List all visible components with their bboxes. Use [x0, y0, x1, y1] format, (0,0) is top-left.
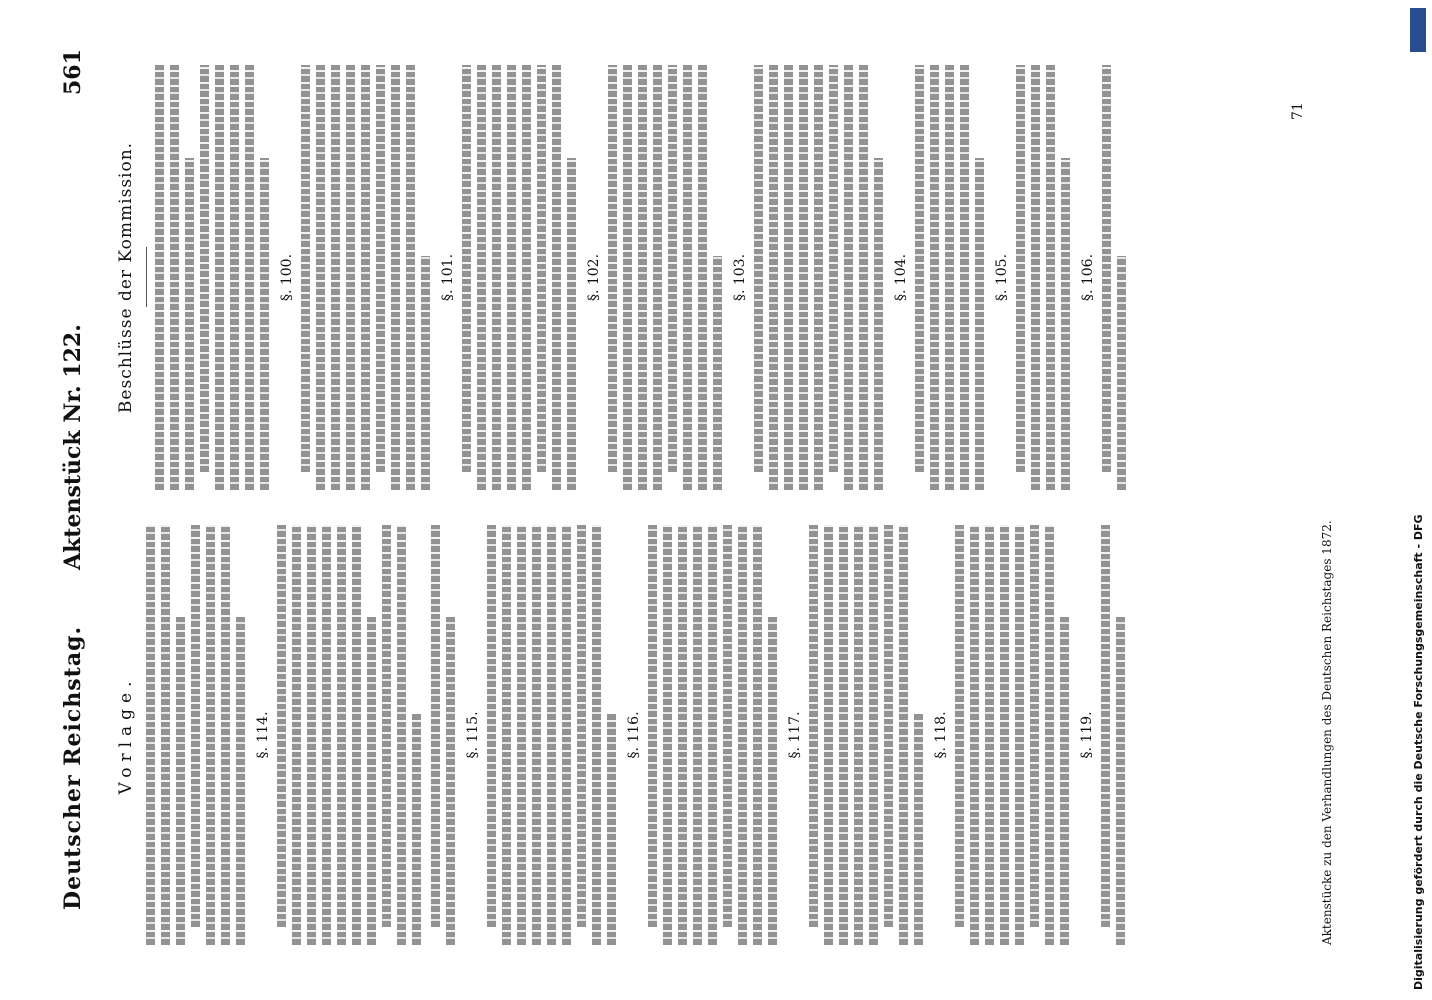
left-section-heading: §. 116. [626, 711, 642, 759]
left-section-heading: §. 114. [255, 711, 271, 759]
left-column [110, 525, 1131, 945]
right-section-heading: §. 104. [893, 253, 909, 302]
page-header [60, 0, 100, 1000]
right-section-heading: §. 102. [586, 253, 602, 302]
page-footer: Aktenstücke zu den Verhandlungen des Deutschen Reichstages 1872. [1320, 520, 1334, 945]
right-column [110, 65, 1132, 490]
left-column-title: Vorlage. [116, 675, 136, 795]
dfg-logo-icon [1410, 8, 1426, 52]
right-column-title: Beschlüsse der Kommission. [116, 141, 136, 414]
left-body-text [146, 525, 245, 945]
right-section-heading: §. 103. [732, 253, 748, 302]
right-section-heading: §. 100. [279, 253, 295, 302]
sheet-number: 71 [1290, 102, 1306, 120]
header-left: Deutscher Reichstag. [60, 625, 86, 910]
left-section-heading: §. 119. [1079, 711, 1095, 759]
right-section-heading: §. 105. [994, 253, 1010, 302]
dfg-strip-text: Digitalisierung gefördert durch die Deutsche Forschungsgemeinschaft - DFG [1412, 514, 1425, 990]
left-section-heading: §. 115. [465, 711, 481, 759]
dfg-side-strip [1410, 0, 1428, 1000]
left-section-heading: §. 117. [787, 711, 803, 759]
left-section-heading: §. 118. [933, 711, 949, 759]
header-middle: Aktenstück Nr. 122. [60, 324, 86, 570]
right-section-heading: §. 101. [440, 253, 456, 302]
right-section-heading: §. 106. [1080, 253, 1096, 302]
page-number: 561 [60, 49, 86, 95]
